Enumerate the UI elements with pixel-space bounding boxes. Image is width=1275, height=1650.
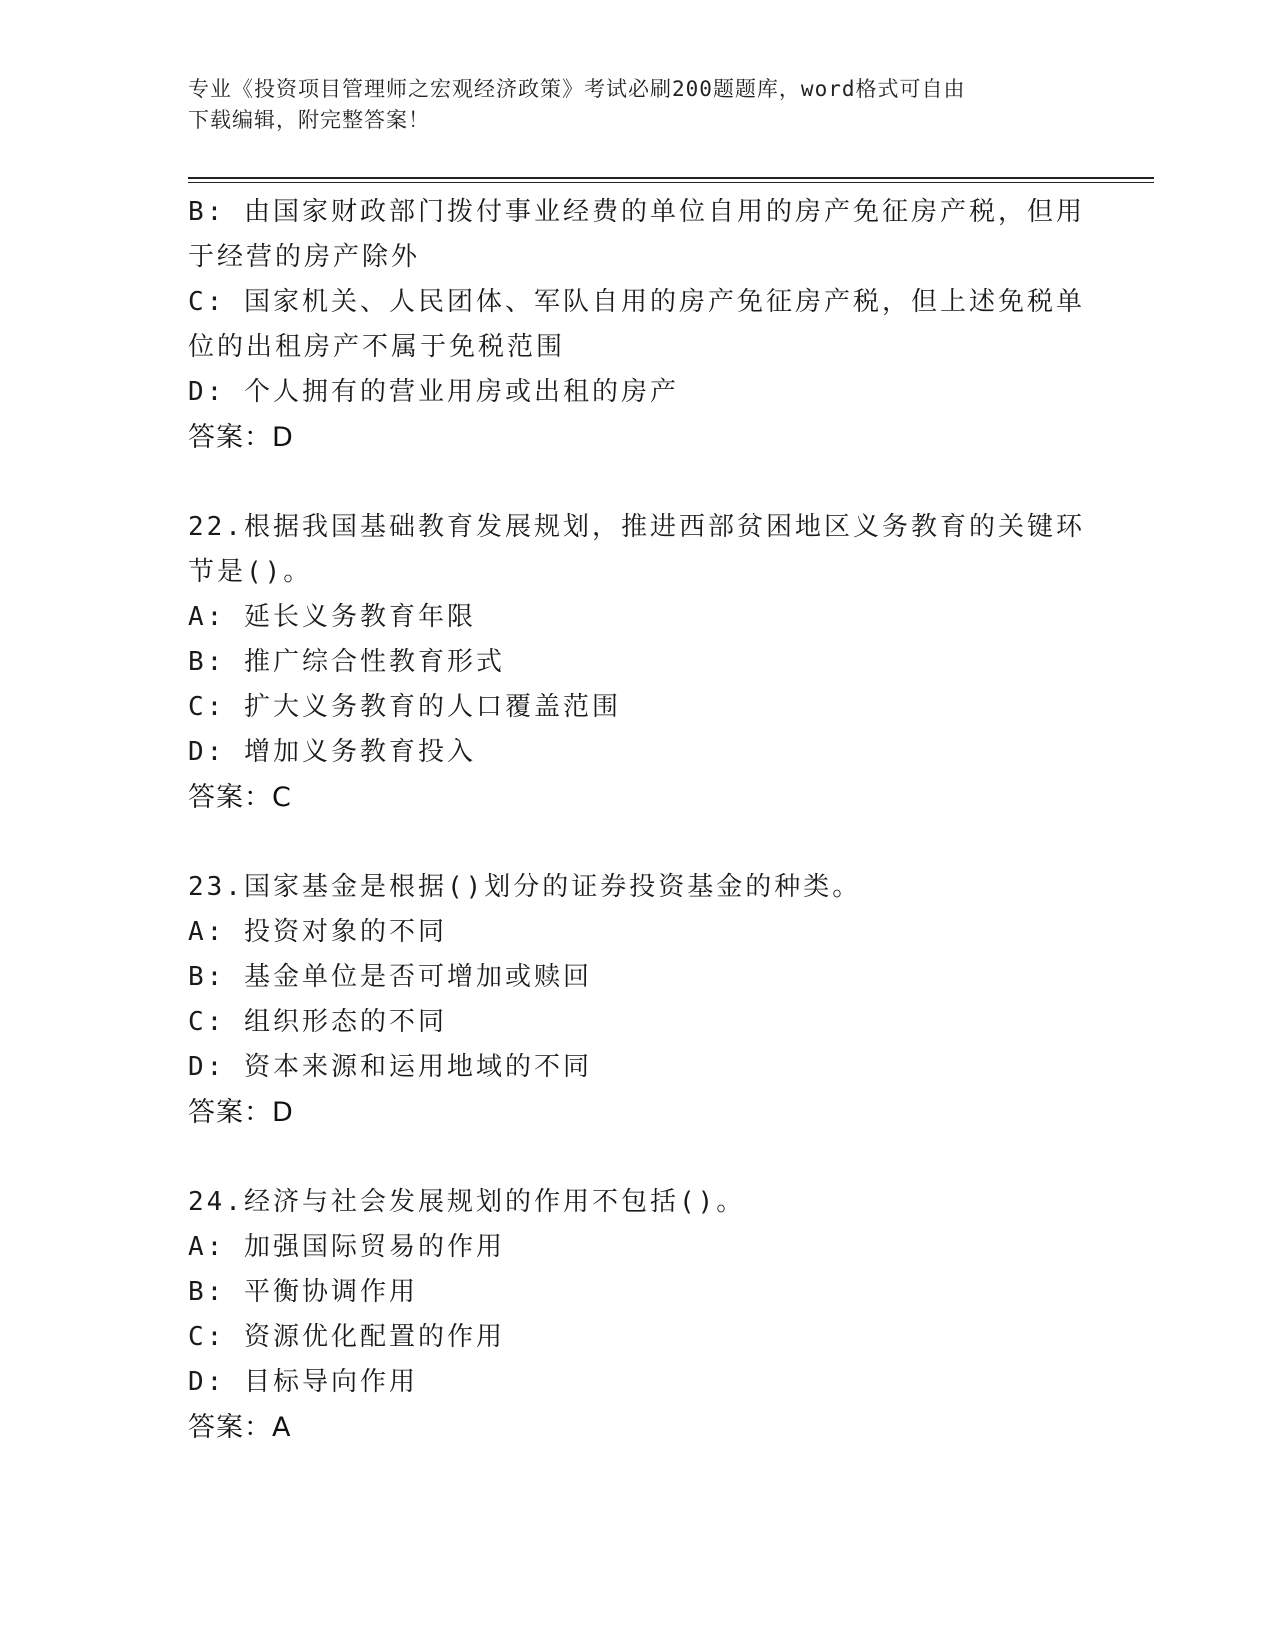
option-d: D: 资本来源和运用地域的不同 bbox=[188, 1052, 592, 1082]
option-d: D: 目标导向作用 bbox=[188, 1367, 418, 1397]
option-c: C: 组织形态的不同 bbox=[188, 1007, 447, 1037]
option-b: B: 推广综合性教育形式 bbox=[188, 647, 505, 677]
answer: 答案：C bbox=[188, 782, 292, 813]
option-b: B: 基金单位是否可增加或赎回 bbox=[188, 962, 592, 992]
option-a: A: 投资对象的不同 bbox=[188, 917, 447, 947]
question-22 bbox=[188, 505, 1088, 820]
option-c: C: 扩大义务教育的人口覆盖范围 bbox=[188, 692, 621, 722]
spacer bbox=[188, 820, 1088, 865]
previous-question bbox=[188, 190, 1088, 460]
answer: 答案：A bbox=[188, 1412, 292, 1443]
option-d: D: 个人拥有的营业用房或出租的房产 bbox=[188, 377, 679, 407]
answer: 答案：D bbox=[188, 1097, 294, 1128]
spacer bbox=[188, 460, 1088, 505]
option-b-line-1: B: 由国家财政部门拨付事业经费的单位自用的房产免征房产税，但用 bbox=[188, 197, 1085, 227]
document-header bbox=[188, 74, 1088, 136]
option-c: C: 资源优化配置的作用 bbox=[188, 1322, 505, 1352]
spacer bbox=[188, 1135, 1088, 1180]
option-d: D: 增加义务教育投入 bbox=[188, 737, 476, 767]
question-24 bbox=[188, 1180, 1088, 1450]
header-rule-thick bbox=[188, 177, 1154, 179]
header-rule-thin bbox=[188, 182, 1154, 183]
header-line-2: 下载编辑，附完整答案！ bbox=[188, 108, 430, 132]
question-23 bbox=[188, 865, 1088, 1135]
option-a: A: 加强国际贸易的作用 bbox=[188, 1232, 505, 1262]
option-a: A: 延长义务教育年限 bbox=[188, 602, 476, 632]
option-b-line-2: 于经营的房产除外 bbox=[188, 242, 421, 272]
option-b: B: 平衡协调作用 bbox=[188, 1277, 418, 1307]
question-stem-line-1: 22.根据我国基础教育发展规划，推进西部贫困地区义务教育的关键环 bbox=[188, 512, 1085, 542]
option-c-line-2: 位的出租房产不属于免税范围 bbox=[188, 332, 566, 362]
question-list bbox=[188, 190, 1088, 1450]
question-stem: 24.经济与社会发展规划的作用不包括()。 bbox=[188, 1187, 746, 1217]
header-line-1: 专业《投资项目管理师之宏观经济政策》考试必刷200题题库，word格式可自由 bbox=[188, 77, 966, 101]
question-stem: 23.国家基金是根据()划分的证券投资基金的种类。 bbox=[188, 872, 862, 902]
option-c-line-1: C: 国家机关、人民团体、军队自用的房产免征房产税，但上述免税单 bbox=[188, 287, 1085, 317]
question-stem-line-2: 节是()。 bbox=[188, 557, 313, 587]
answer: 答案：D bbox=[188, 422, 294, 453]
